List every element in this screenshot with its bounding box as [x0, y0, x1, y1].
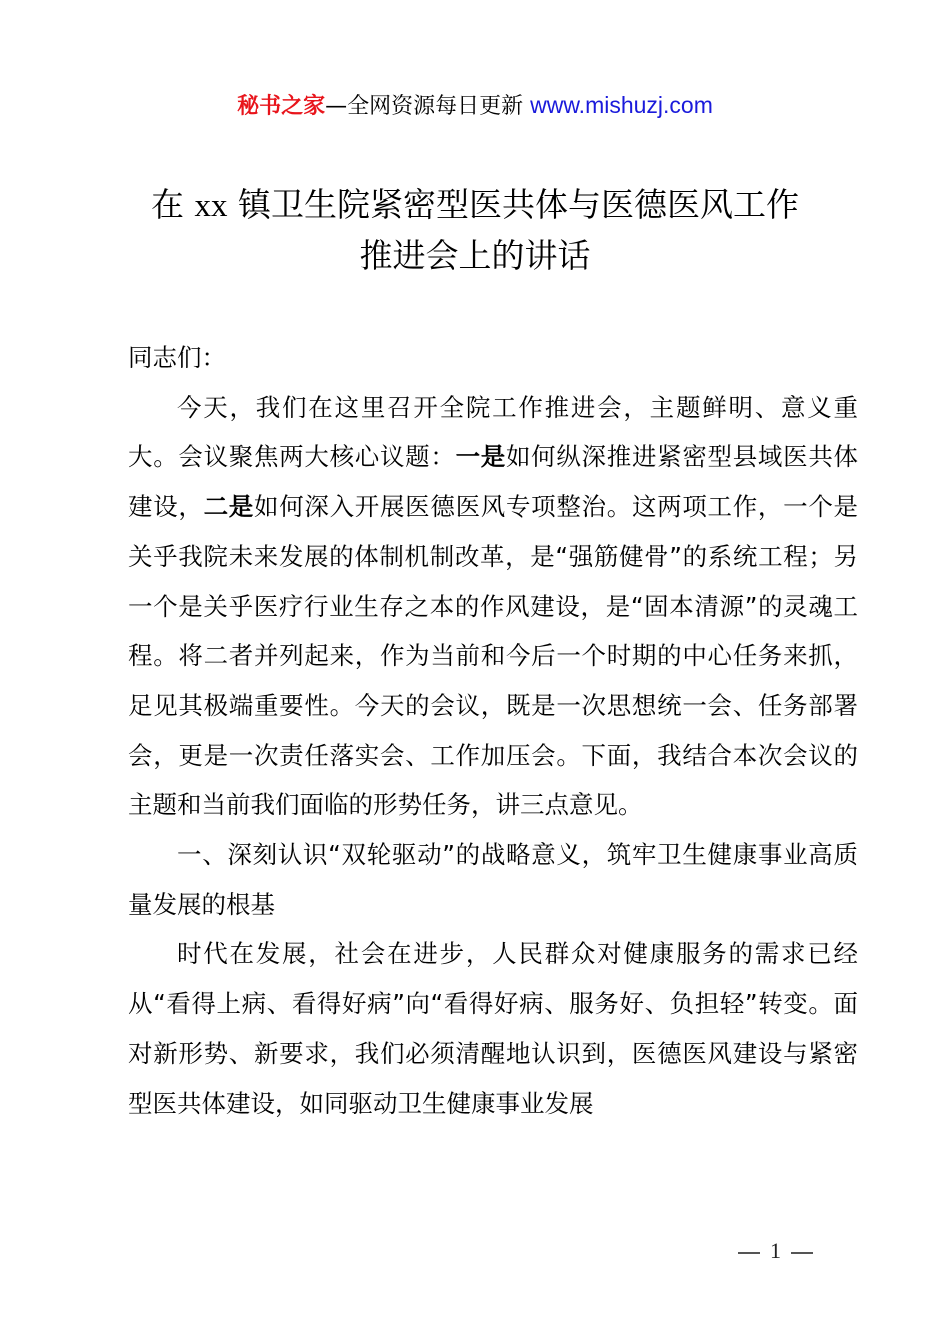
title-rest: 镇卫生院紧密型医共体与医德医风工作: [227, 185, 799, 224]
document-body: [128, 333, 858, 1128]
brand-name: 秘书之家: [237, 94, 326, 119]
site-watermark-header: [0, 88, 950, 124]
text-run: 如何纵深推进紧密型县域医共体建设，: [128, 442, 859, 522]
text-run: 如何深入开展医德医风专项整治。这两项工作，一个是关乎我院未来发展的体制机制改革，是“强筋健骨”的系统工程；另一个是关乎医疗行业生存之本的作风建设，是“固本清源”的灵魂工程。将二者并列起来，作为当前和今后一个时期的中心任务来抓，足见其极端重要性。今天的会议，既是一次思想统一会、任务部署会，更是一次责任落实会、工作加压会。下面，我结合本次会议的主题和当前我们面临的形势任务，讲三点意见。: [128, 492, 859, 820]
salutation: 同志们：: [128, 343, 226, 372]
page-number-value: 1: [770, 1238, 781, 1263]
dash-left: [738, 1252, 760, 1254]
emphasis-first: 一是: [455, 442, 506, 472]
page-number: [728, 1238, 823, 1264]
slogan: —全网资源每日更新: [325, 94, 531, 119]
site-url-link[interactable]: www.mishuzj.com: [530, 92, 713, 118]
title-line-2: 推进会上的讲话: [359, 236, 591, 275]
title-placeholder-xx: xx: [194, 188, 228, 224]
paragraph-intro: [128, 383, 858, 830]
emphasis-second: 二是: [203, 492, 254, 522]
text-run: 今天，我们在这里召开全院工作推进会，主题鲜明、意义重大。会议聚焦两大核心议题：: [128, 392, 858, 472]
document-title: [0, 180, 950, 281]
dash-right: [791, 1252, 813, 1254]
paragraph-section-1: 时代在发展，社会在进步，人民群众对健康服务的需求已经从“看得上病、看得好病”向“看得好病、服务好、负担轻”转变。面对新形势、新要求，我们必须清醒地认识到，医德医风建设与紧密型医共体建设，如同驱动卫生健康事业发展: [128, 939, 858, 1118]
title-prefix: 在: [151, 185, 195, 224]
section-heading-1: 一、深刻认识“双轮驱动”的战略意义，筑牢卫生健康事业高质量发展的根基: [128, 840, 858, 919]
title-line-1: [0, 180, 950, 231]
